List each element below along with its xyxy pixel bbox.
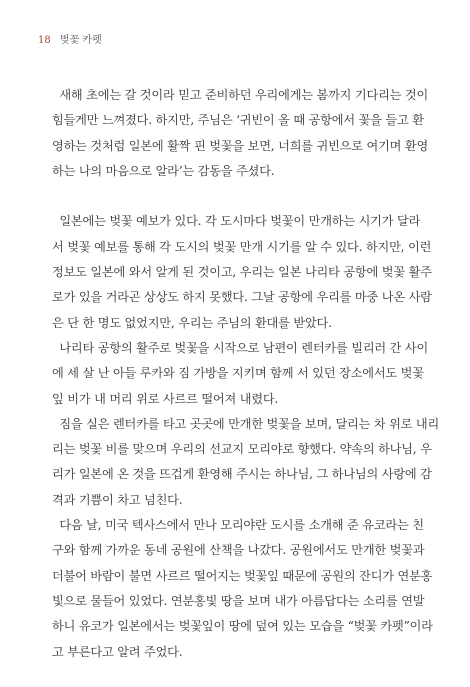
- running-title: 벚꽃 카펫: [59, 35, 102, 46]
- text-line: 잎 비가 내 머리 위로 사르르 떨어져 내렸다.: [52, 391, 279, 406]
- text-line: 더불어 바람이 불면 사르르 떨어지는 벚꽃잎 때문에 공원의 잔디가 연분홍: [52, 568, 433, 583]
- paragraph-4: [52, 412, 440, 513]
- text-line: 에 세 살 난 아들 루카와 짐 가방을 지키며 함께 서 있던 장소에서도 벚꽃: [52, 366, 424, 381]
- paragraph-2: [52, 209, 432, 335]
- running-header: [38, 31, 102, 46]
- text-line: 서 벚꽃 예보를 통해 각 도시의 벚꽃 만개 시기를 알 수 있다. 하지만, 이런: [52, 239, 432, 254]
- text-line: 구와 함께 가까운 동네 공원에 산책을 나갔다. 공원에서도 만개한 벚꽃과: [52, 543, 425, 558]
- text-line: 로가 있을 거라곤 상상도 하지 못했다. 그날 공항에 우리를 마중 나온 사람: [52, 290, 432, 305]
- paragraph-3: [52, 336, 432, 412]
- text-line: 정보도 일본에 와서 알게 된 것이고, 우리는 일본 나리타 공항에 벚꽃 활주: [52, 265, 432, 280]
- text-line: 짐을 실은 렌터카를 타고 곳곳에 만개한 벚꽃을 보며, 달리는 차 위로 내리: [52, 416, 440, 431]
- text-line: 리는 벚꽃 비를 맞으며 우리의 선교지 모리야로 향했다. 약속의 하나님, 우: [52, 442, 432, 457]
- text-line: 힘들게만 느껴졌다. 하지만, 주님은 ‘귀빈이 올 때 공항에서 꽃을 들고 환: [52, 113, 424, 128]
- paragraph-1: [52, 83, 432, 184]
- text-line: 은 단 한 명도 없었지만, 우리는 주님의 환대를 받았다.: [52, 315, 332, 330]
- text-line: 나리타 공항의 활주로 벚꽃을 시작으로 남편이 렌터카를 빌리러 간 사이: [52, 340, 429, 355]
- text-line: 하는 나의 마음으로 알라’는 감동을 주셨다.: [52, 163, 275, 178]
- text-line: 리가 일본에 온 것을 뜨겁게 환영해 주시는 하나님, 그 하나님의 사랑에 감: [52, 467, 432, 482]
- text-line: 다음 날, 미국 텍사스에서 만나 모리야란 도시를 소개해 준 유코라는 친: [52, 518, 424, 533]
- text-line: 새해 초에는 갈 것이라 믿고 준비하던 우리에게는 봄까지 기다리는 것이: [52, 88, 429, 102]
- paragraph-spacer: [52, 184, 432, 209]
- body-text: [52, 83, 440, 665]
- text-line: 고 부른다고 알려 주었다.: [52, 644, 183, 659]
- text-line: 빛으로 물들어 있었다. 연분홍빛 땅을 보며 내가 아름답다는 소리를 연발: [52, 593, 425, 608]
- paragraph-5: [52, 513, 432, 665]
- text-line: 일본에는 벚꽃 예보가 있다. 각 도시마다 벚꽃이 만개하는 시기가 달라: [52, 214, 421, 229]
- text-line: 격과 기쁨이 차고 넘친다.: [52, 492, 183, 507]
- text-line: 영하는 것처럼 일본에 활짝 핀 벚꽃을 보면, 너희를 귀빈으로 여기며 환영: [52, 138, 429, 153]
- text-line: 하니 유코가 일본에서는 벚꽃잎이 땅에 덮여 있는 모습을 “벚꽃 카펫”이라: [52, 619, 433, 634]
- page-number: 18: [38, 35, 51, 46]
